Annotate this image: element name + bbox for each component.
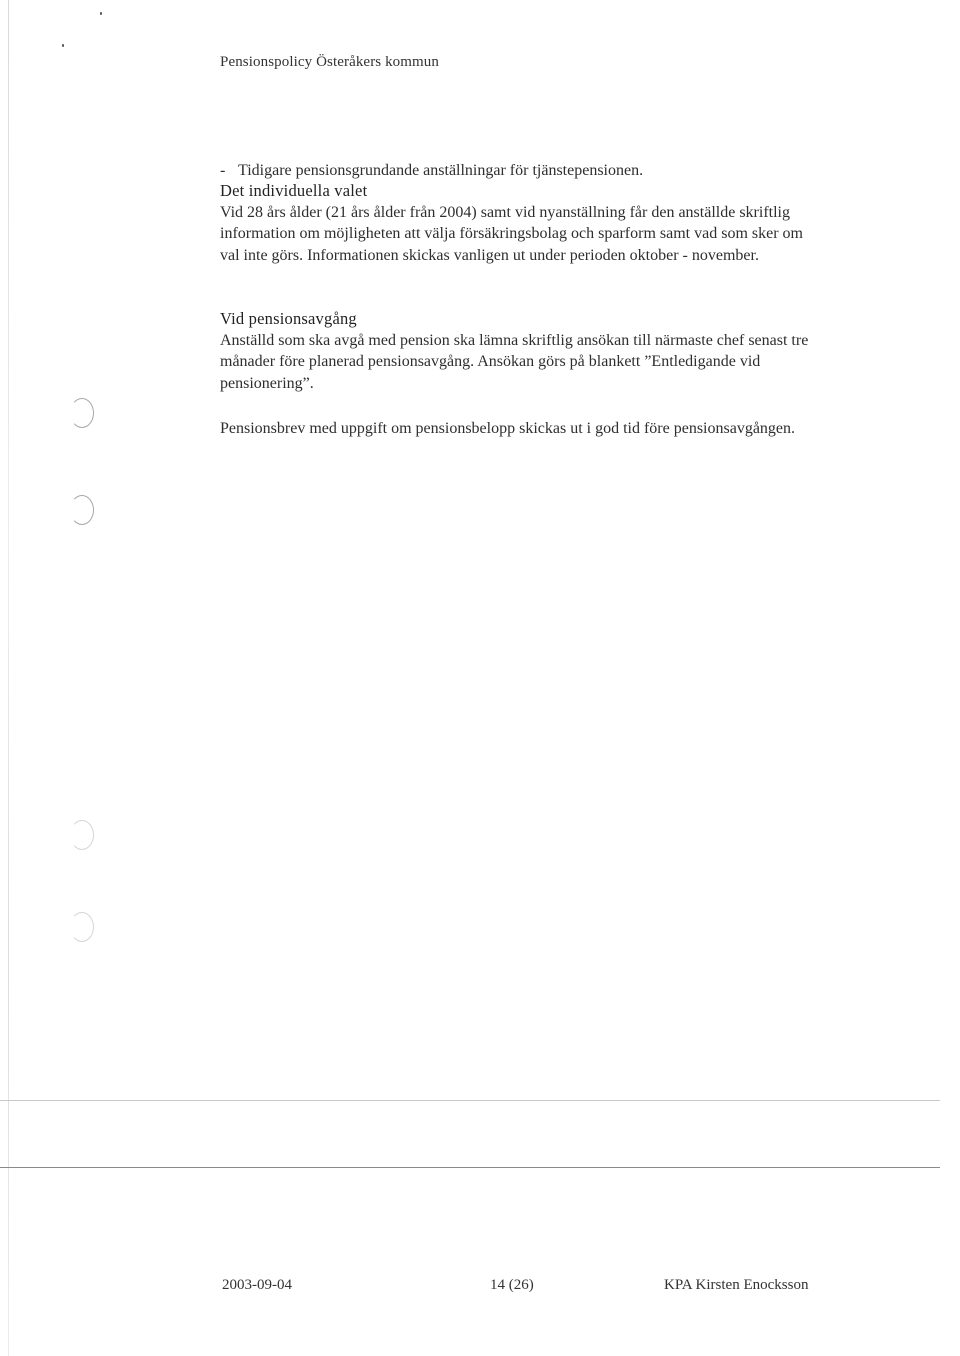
punch-hole <box>70 912 94 942</box>
footer-rule-light <box>0 1100 940 1101</box>
bullet-item <box>220 160 844 182</box>
scan-speck <box>62 44 64 47</box>
section-retirement <box>220 308 820 394</box>
punch-hole <box>70 495 94 525</box>
bullet-text: Tidigare pensionsgrundande anställningar för tjänstepensionen. <box>238 162 644 179</box>
document-header: Pensionspolicy Österåkers kommun <box>220 54 440 70</box>
footer-date: 2003-09-04 <box>222 1277 292 1293</box>
punch-hole <box>70 398 94 428</box>
bullet-dash: - <box>220 162 226 179</box>
punch-hole <box>70 820 94 850</box>
section-paragraph: Anställd som ska avgå med pension ska lämna skriftlig ansökan till närmaste chef senast tre månader före planerad pensionsavgång. Ansökan görs på blankett ”Entledigande vid pensionering”. <box>220 331 809 392</box>
section-individual-choice <box>220 180 820 266</box>
footer-author: KPA Kirsten Enocksson <box>664 1277 809 1293</box>
section-paragraph-pension-letter: Pensionsbrev med uppgift om pensionsbelopp skickas ut i god tid före pensionsavgången. <box>220 420 796 437</box>
section-heading: Det individuella valet <box>220 181 368 200</box>
section-heading: Vid pensionsavgång <box>220 309 357 328</box>
footer-rule <box>0 1167 940 1168</box>
scan-speck <box>100 12 102 15</box>
scan-edge <box>8 0 9 1356</box>
footer-page-number: 14 (26) <box>490 1277 534 1293</box>
section-paragraph: Vid 28 års ålder (21 års ålder från 2004) samt vid nyanställning får den anställde skriftlig information om möjligheten att välja försäkringsbolag och sparform samt vad som sker om val inte görs. Informationen skickas vanligen ut under perioden oktober - november. <box>220 203 803 264</box>
